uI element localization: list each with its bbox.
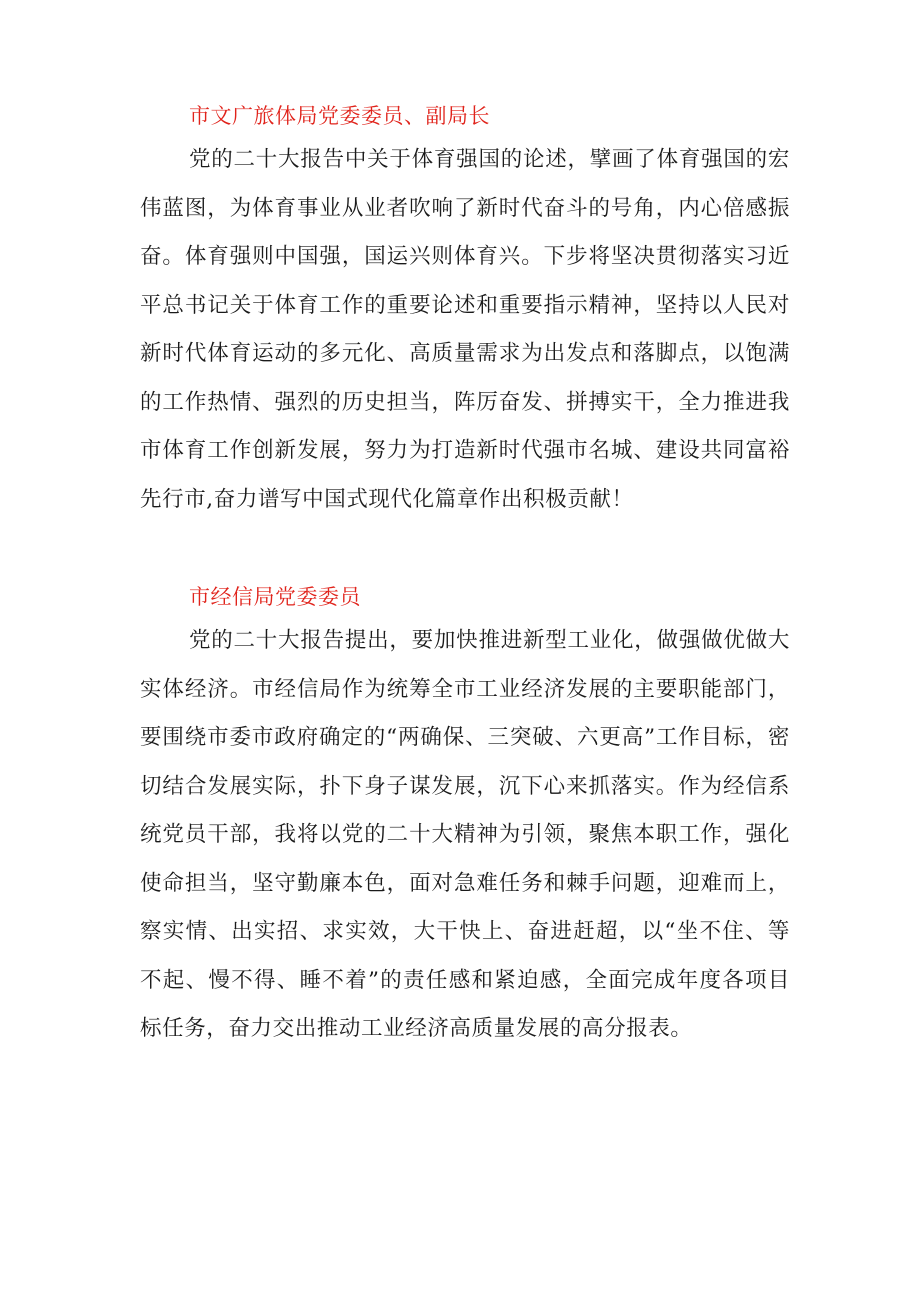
section-paragraph: 党的二十大报告提出，要加快推进新型工业化，做强做优做大实体经济。市经信局作为统筹全市工业经济发展的主要职能部门，要围绕市委市政府确定的“两确保、三突破、六更高”工作目标，密切结合发展实际，扑下身子谋发展，沉下心来抓落实。作为经信系统党员干部，我将以党的二十大精神为引领，聚焦本职工作，强化使命担当，坚守勤廉本色，面对急难任务和棘手问题，迎难而上，察实情、出实招、求实效，大干快上、奋进赶超，以“坐不住、等不起、慢不得、睡不着”的责任感和紧迫感，全面完成年度各项目标任务，奋力交出推动工业经济高质量发展的高分报表。	[140, 628, 790, 1041]
section-heading: 市文广旅体局党委委员、副局长	[189, 104, 490, 128]
section-economy-bureau	[140, 577, 790, 1054]
section-paragraph: 党的二十大报告中关于体育强国的论述，擘画了体育强国的宏伟蓝图，为体育事业从业者吹响了新时代奋斗的号角，内心倍感振奋。体育强则中国强，国运兴则体育兴。下步将坚决贯彻落实习近平总书记关于体育工作的重要论述和重要指示精神，坚持以人民对新时代体育运动的多元化、高质量需求为出发点和落脚点，以饱满的工作热情、强烈的历史担当，阵厉奋发、拼搏实干，全力推进我市体育工作创新发展，努力为打造新时代强市名城、建设共同富裕先行市,奋力谱写中国式现代化篇章作出积极贡献！	[140, 147, 790, 512]
section-sports-bureau	[140, 96, 790, 524]
section-heading: 市经信局党委委员	[189, 585, 361, 609]
